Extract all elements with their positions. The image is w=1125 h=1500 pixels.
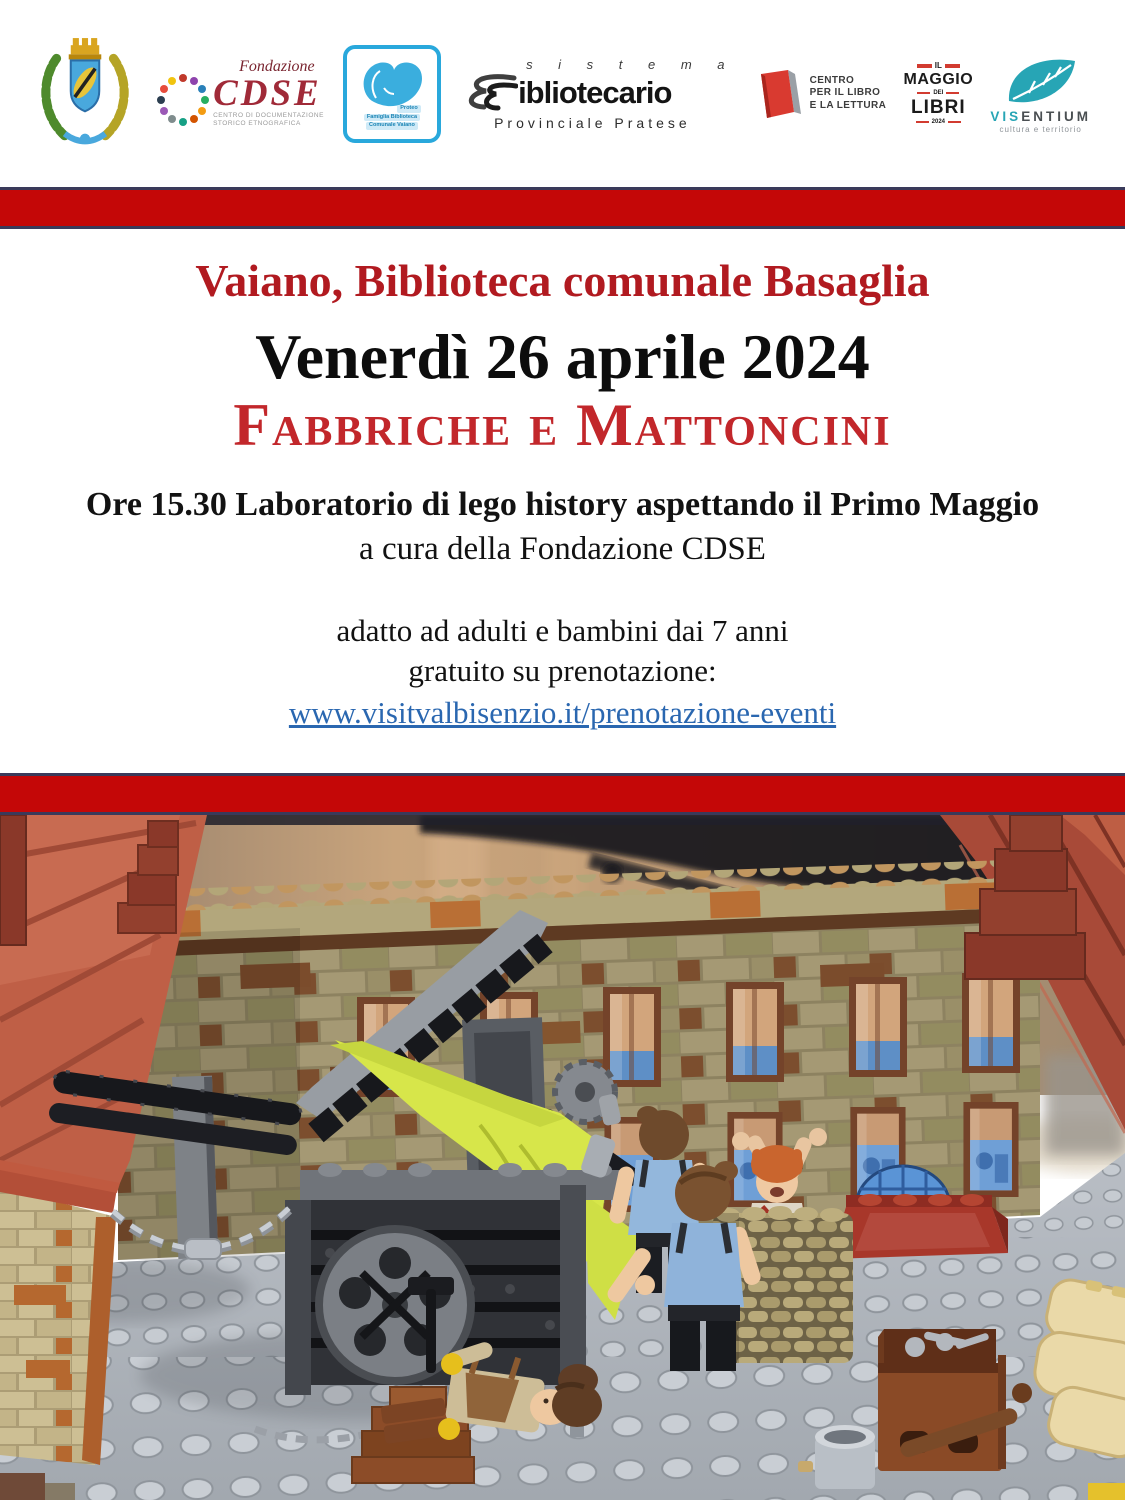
maggio-il-label: IL: [934, 61, 942, 70]
bcv-chip-2: Famiglia Biblioteca: [364, 114, 420, 122]
visentium-entium-label: ENTIUM: [1021, 108, 1091, 124]
event-curator: a cura della Fondazione CDSE: [359, 531, 766, 568]
bcv-chip-1: Proteo: [397, 105, 420, 113]
centro-libro-logo: [755, 68, 887, 120]
event-booking-note: gratuito su prenotazione:: [408, 653, 717, 689]
bcv-chip-3: Comunale Vaiano: [366, 122, 418, 130]
cdse-name-label: CDSE: [213, 72, 322, 114]
visentium-logo: [990, 53, 1091, 135]
fondazione-cdse-logo: [155, 59, 324, 128]
sistema-name-label: ibliotecario: [518, 74, 672, 110]
maggio-word-label: MAGGIO: [903, 71, 974, 88]
lego-small-building: [0, 1160, 120, 1465]
cdse-fondazione-label: Fondazione: [239, 57, 315, 75]
sistema-bibliotecario-logo: [460, 57, 735, 131]
cepell-line-3: E LA LETTURA: [809, 99, 887, 111]
biblioteca-vaiano-logo: [343, 45, 441, 143]
red-divider-bar-top: [0, 187, 1125, 229]
event-time-description: Ore 15.30 Laboratorio di lego history aspettando il Primo Maggio: [85, 486, 1040, 524]
logo-strip: [0, 0, 1125, 187]
cdse-subtitle-2: STORICO ETNOGRAFICA: [213, 120, 301, 127]
sistema-top-label: s i s t e m a: [526, 56, 736, 72]
visentium-sub-label: cultura e territorio: [999, 125, 1082, 135]
sb-swirl-icon: [460, 72, 518, 114]
event-details: [0, 229, 1125, 773]
maggio-dei-label: DEI: [933, 90, 944, 96]
maggio-dei-libri-logo: [903, 61, 974, 125]
event-title: Fabbriche e Mattoncini: [233, 392, 892, 459]
cdse-subtitle-1: CENTRO DI DOCUMENTAZIONE: [213, 111, 324, 119]
maggio-year-label: 2024: [931, 119, 946, 125]
booking-link[interactable]: www.visitvalbisenzio.it/prenotazione-eventi: [288, 695, 837, 731]
event-date: Venerdì 26 aprile 2024: [255, 320, 870, 392]
red-book-icon: [755, 68, 801, 120]
maggio-libri-label: LIBRI: [911, 97, 966, 118]
venue-title: Vaiano, Biblioteca comunale Basaglia: [195, 255, 930, 306]
cdse-dot-ring-icon: [155, 72, 211, 128]
event-audience: adatto ad adulti e bambini dai 7 anni: [336, 612, 789, 648]
teal-leaf-icon: [1003, 53, 1079, 107]
cepell-line-1: CENTRO: [809, 74, 855, 86]
red-divider-bar-bottom: [0, 773, 1125, 815]
vaiano-coat-of-arms-icon: [34, 34, 136, 154]
sistema-sub-label: Provinciale Pratese: [494, 114, 691, 131]
cepell-line-2: PER IL LIBRO: [809, 87, 881, 99]
event-photo-lego-factory: [0, 815, 1125, 1500]
visentium-vis-label: VIS: [990, 108, 1022, 124]
comune-vaiano-logo: [34, 34, 136, 154]
